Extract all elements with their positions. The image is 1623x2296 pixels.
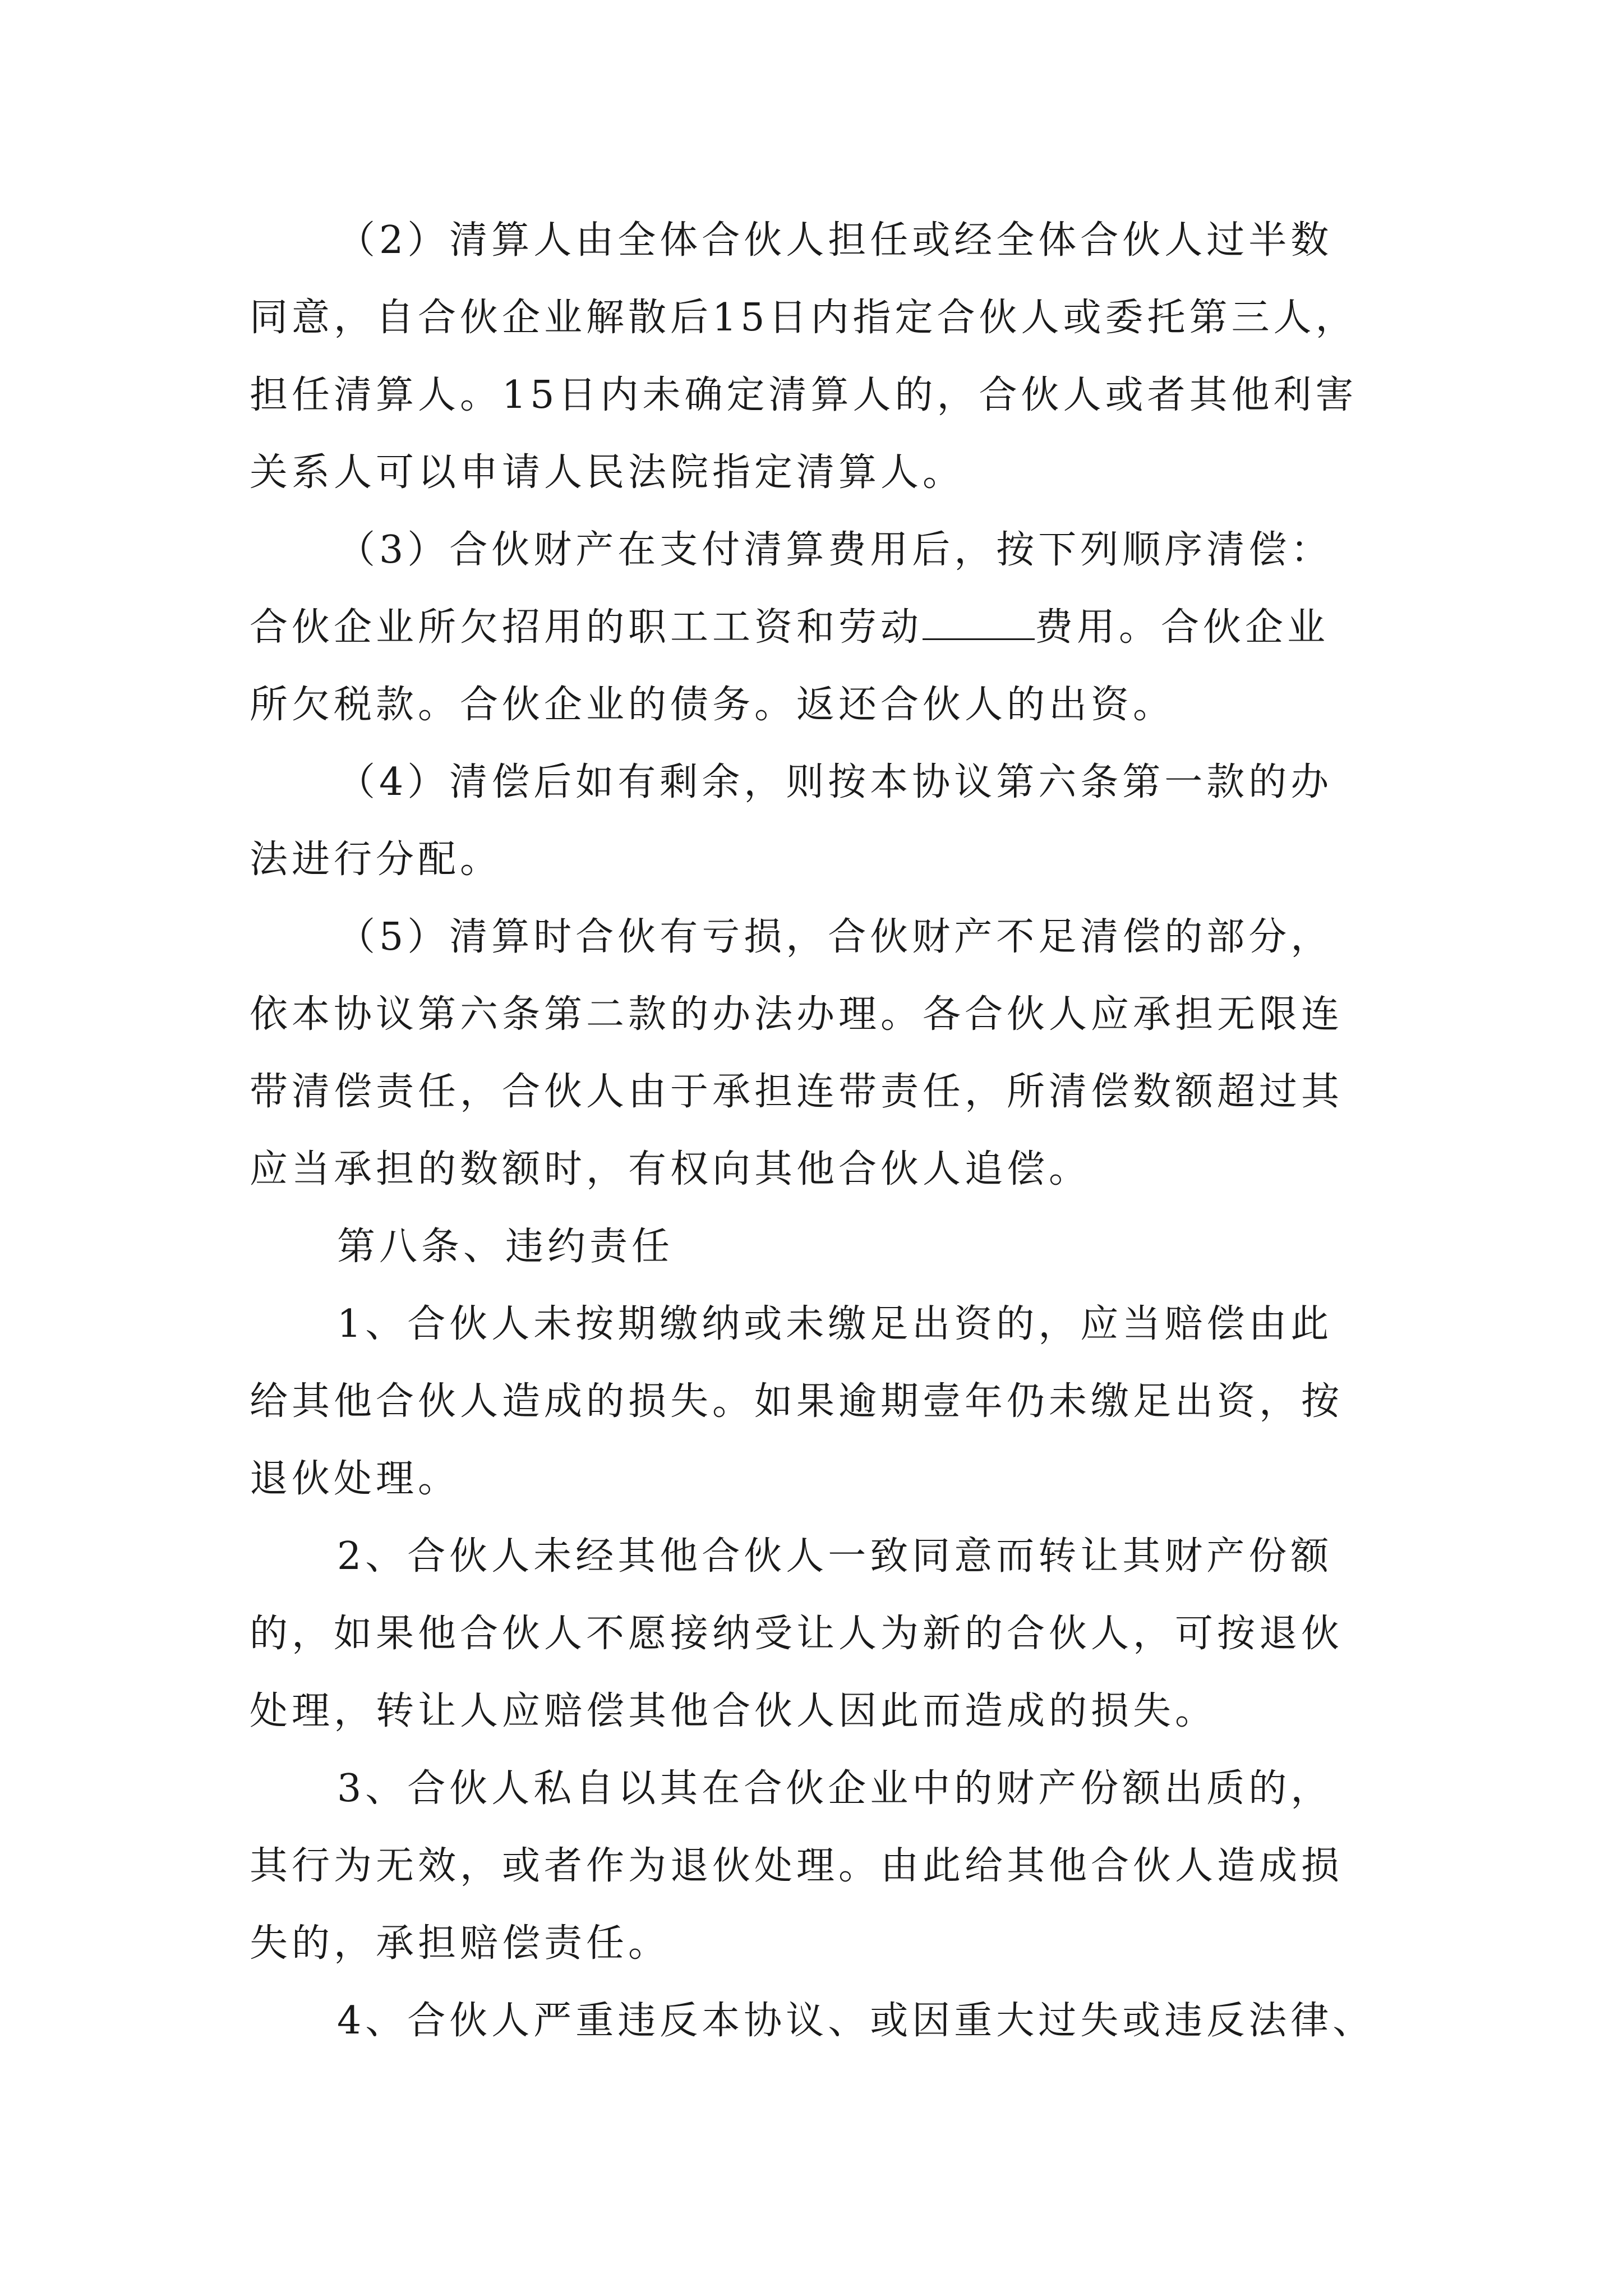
list-item-1 xyxy=(250,1286,1405,1518)
paragraph-clause-4 xyxy=(250,744,1405,899)
list-item-3 xyxy=(250,1750,1405,1982)
text-line: 失的，承担赔偿责任。 xyxy=(250,1921,671,1966)
text-line: 所欠税款。合伙企业的债务。返还合伙人的出资。 xyxy=(250,683,1175,727)
text-line: 法进行分配。 xyxy=(250,838,502,882)
text-segment: 合伙企业所欠招用的职工工资和劳动 xyxy=(250,605,923,650)
text-line: 4、合伙人严重违反本协议、或因重大过失或违反法律、 xyxy=(337,1999,1375,2043)
text-line: （3）合伙财产在支付清算费用后，按下列顺序清偿： xyxy=(337,528,1333,572)
paragraph-clause-3 xyxy=(250,512,1405,744)
text-line: 3、合伙人私自以其在合伙企业中的财产份额出质的， xyxy=(337,1766,1333,1811)
paragraph-clause-5 xyxy=(250,899,1405,1208)
text-line: 同意，自合伙企业解散后15日内指定合伙人或委托第三人， xyxy=(250,296,1358,340)
text-line: 担任清算人。15日内未确定清算人的，合伙人或者其他利害 xyxy=(250,373,1358,417)
document-body xyxy=(250,202,1405,2060)
text-line: 依本协议第六条第二款的办法办理。各合伙人应承担无限连 xyxy=(250,992,1344,1037)
text-line: 2、合伙人未经其他合伙人一致同意而转让其财产份额 xyxy=(337,1534,1333,1579)
text-line: 给其他合伙人造成的损失。如果逾期壹年仍未缴足出资，按 xyxy=(250,1379,1344,1424)
list-item-2 xyxy=(250,1518,1405,1750)
paragraph-clause-2 xyxy=(250,202,1405,512)
text-segment: 费用。合伙企业 xyxy=(1035,605,1330,650)
text-line: （5）清算时合伙有亏损，合伙财产不足清偿的部分， xyxy=(337,915,1333,959)
text-line: （4）清偿后如有剩余，则按本协议第六条第一款的办 xyxy=(337,760,1333,804)
list-item-4 xyxy=(250,1982,1405,2060)
text-line: （2）清算人由全体合伙人担任或经全体合伙人过半数 xyxy=(337,218,1333,263)
text-line: 1、合伙人未按期缴纳或未缴足出资的，应当赔偿由此 xyxy=(337,1302,1333,1346)
fill-in-blank xyxy=(923,607,1035,640)
section-heading: 第八条、违约责任 xyxy=(337,1225,674,1269)
text-line: 处理，转让人应赔偿其他合伙人因此而造成的损失。 xyxy=(250,1689,1218,1733)
text-line: 带清偿责任，合伙人由于承担连带责任，所清偿数额超过其 xyxy=(250,1070,1344,1114)
text-line: 的，如果他合伙人不愿接纳受让人为新的合伙人，可按退伙 xyxy=(250,1612,1344,1656)
text-line: 其行为无效，或者作为退伙处理。由此给其他合伙人造成损 xyxy=(250,1844,1344,1888)
text-line: 关系人可以申请人民法院指定清算人。 xyxy=(250,450,965,495)
text-line-with-blank xyxy=(250,589,1405,666)
text-line: 退伙处理。 xyxy=(250,1457,460,1501)
article-8-heading xyxy=(250,1208,1405,1286)
text-line: 应当承担的数额时，有权向其他合伙人追偿。 xyxy=(250,1147,1091,1191)
